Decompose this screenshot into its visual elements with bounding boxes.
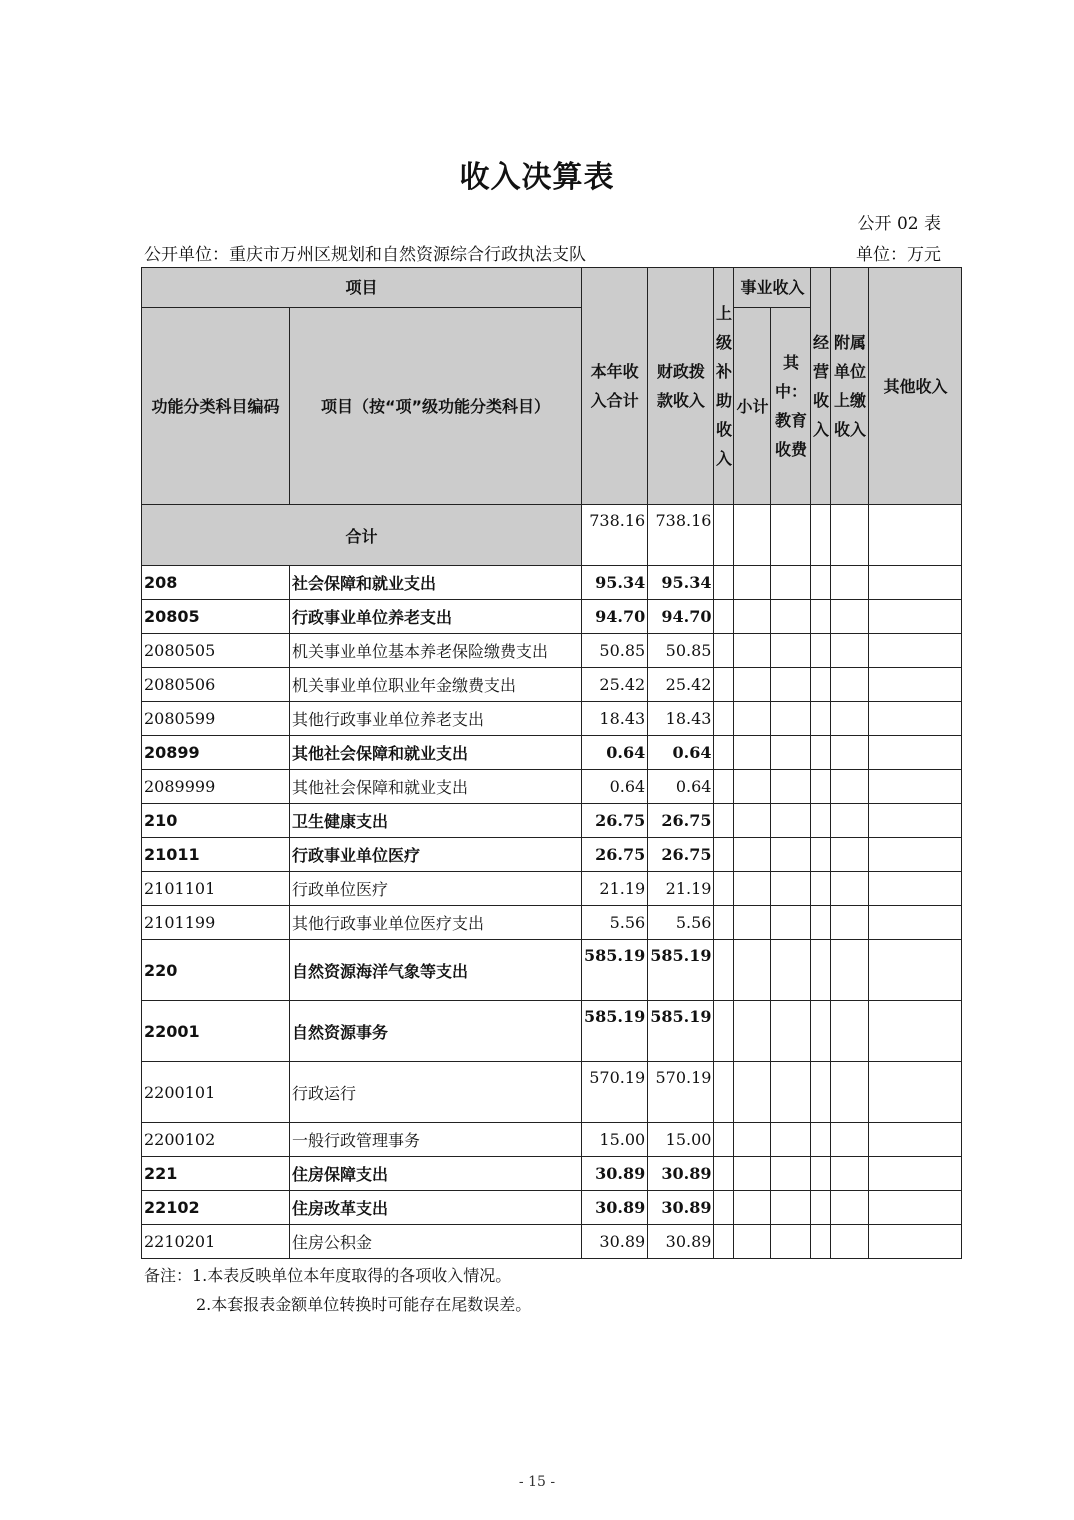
table-row <box>142 1062 962 1123</box>
empty-cell <box>811 736 831 770</box>
empty-cell <box>811 872 831 906</box>
row-fiscal: 50.85 <box>648 634 714 668</box>
empty-cell <box>869 702 962 736</box>
empty-cell <box>869 1062 962 1123</box>
empty-cell <box>734 770 771 804</box>
row-total-income: 30.89 <box>582 1225 648 1259</box>
empty-cell <box>869 1225 962 1259</box>
row-code: 220 <box>142 940 290 1001</box>
table-row <box>142 668 962 702</box>
row-total-income: 0.64 <box>582 770 648 804</box>
row-item-name: 其他行政事业单位医疗支出 <box>290 906 582 940</box>
empty-cell <box>869 872 962 906</box>
empty-cell <box>831 1157 869 1191</box>
row-item-name: 住房保障支出 <box>290 1157 582 1191</box>
table-row <box>142 1225 962 1259</box>
row-item-name: 一般行政管理事务 <box>290 1123 582 1157</box>
total-fiscal-value: 738.16 <box>648 505 714 566</box>
row-total-income: 30.89 <box>582 1157 648 1191</box>
table-row <box>142 600 962 634</box>
empty-cell <box>831 770 869 804</box>
empty-cell <box>734 804 771 838</box>
row-total-income: 30.89 <box>582 1191 648 1225</box>
empty-cell <box>831 566 869 600</box>
empty-cell <box>714 736 734 770</box>
empty-cell <box>811 600 831 634</box>
header-subsidy: 上级补助收入 <box>714 268 734 505</box>
row-fiscal: 0.64 <box>648 770 714 804</box>
empty-cell <box>831 634 869 668</box>
table-row <box>142 1157 962 1191</box>
row-total-income: 21.19 <box>582 872 648 906</box>
empty-cell <box>771 702 811 736</box>
empty-cell <box>771 566 811 600</box>
row-code: 2200102 <box>142 1123 290 1157</box>
row-item-name: 卫生健康支出 <box>290 804 582 838</box>
empty-cell <box>771 1191 811 1225</box>
row-item-name: 自然资源海洋气象等支出 <box>290 940 582 1001</box>
empty-cell <box>869 736 962 770</box>
empty-cell <box>831 1123 869 1157</box>
empty-cell <box>771 940 811 1001</box>
empty-cell <box>714 1001 734 1062</box>
row-code: 210 <box>142 804 290 838</box>
empty-cell <box>831 838 869 872</box>
empty-cell <box>771 634 811 668</box>
empty-cell <box>714 1225 734 1259</box>
empty-cell <box>714 906 734 940</box>
header-fiscal: 财政拨款收入 <box>648 268 714 505</box>
row-total-income: 26.75 <box>582 838 648 872</box>
row-item-name: 行政运行 <box>290 1062 582 1123</box>
empty-cell <box>734 634 771 668</box>
empty-cell <box>831 1225 869 1259</box>
empty-cell <box>869 804 962 838</box>
empty-cell <box>811 1191 831 1225</box>
empty-cell <box>771 1225 811 1259</box>
row-total-income: 25.42 <box>582 668 648 702</box>
empty-cell <box>714 770 734 804</box>
row-total-income: 18.43 <box>582 702 648 736</box>
header-affiliated: 附属单位上缴收入 <box>831 268 869 505</box>
empty-cell <box>811 906 831 940</box>
row-code: 2080599 <box>142 702 290 736</box>
row-item-name: 机关事业单位基本养老保险缴费支出 <box>290 634 582 668</box>
row-fiscal: 26.75 <box>648 838 714 872</box>
empty-cell <box>734 1001 771 1062</box>
empty-cell <box>734 1062 771 1123</box>
row-code: 20899 <box>142 736 290 770</box>
empty-cell <box>869 1123 962 1157</box>
empty-cell <box>811 1062 831 1123</box>
row-item-name: 自然资源事务 <box>290 1001 582 1062</box>
empty-cell <box>734 1157 771 1191</box>
header-operating: 经营收入 <box>811 268 831 505</box>
header-career: 事业收入 <box>734 268 811 308</box>
row-fiscal: 570.19 <box>648 1062 714 1123</box>
empty-cell <box>771 872 811 906</box>
row-fiscal: 585.19 <box>648 940 714 1001</box>
header-code: 功能分类科目编码 <box>142 308 290 505</box>
empty-cell <box>831 872 869 906</box>
empty-cell <box>811 804 831 838</box>
row-item-name: 其他行政事业单位养老支出 <box>290 702 582 736</box>
empty-cell <box>714 668 734 702</box>
row-fiscal: 30.89 <box>648 1225 714 1259</box>
empty-cell <box>811 940 831 1001</box>
empty-cell <box>734 668 771 702</box>
empty-cell <box>734 872 771 906</box>
row-item-name: 住房改革支出 <box>290 1191 582 1225</box>
empty-cell <box>869 838 962 872</box>
empty-cell <box>869 634 962 668</box>
empty-cell <box>811 1225 831 1259</box>
empty-cell <box>734 600 771 634</box>
empty-cell <box>869 770 962 804</box>
empty-cell <box>714 1191 734 1225</box>
table-row <box>142 872 962 906</box>
page-number: - 15 - <box>518 1474 556 1490</box>
empty-cell <box>771 804 811 838</box>
row-fiscal: 26.75 <box>648 804 714 838</box>
empty-cell <box>831 600 869 634</box>
empty-cell <box>869 1001 962 1062</box>
empty-cell <box>714 600 734 634</box>
header-item: 项目（按“项”级功能分类科目） <box>290 308 582 505</box>
empty-cell <box>771 906 811 940</box>
table-row <box>142 634 962 668</box>
empty-cell <box>869 1157 962 1191</box>
row-item-name: 机关事业单位职业年金缴费支出 <box>290 668 582 702</box>
empty-cell <box>831 906 869 940</box>
row-code: 2080506 <box>142 668 290 702</box>
row-fiscal: 30.89 <box>648 1157 714 1191</box>
row-item-name: 行政单位医疗 <box>290 872 582 906</box>
row-item-name: 行政事业单位医疗 <box>290 838 582 872</box>
header-total-income: 本年收入合计 <box>582 268 648 505</box>
empty-cell <box>811 1001 831 1062</box>
row-item-name: 其他社会保障和就业支出 <box>290 770 582 804</box>
table-row <box>142 838 962 872</box>
row-fiscal: 5.56 <box>648 906 714 940</box>
table-row <box>142 566 962 600</box>
empty-cell <box>771 1123 811 1157</box>
form-number: 公开 02 表 <box>857 214 941 234</box>
table-row <box>142 940 962 1001</box>
empty-cell <box>811 668 831 702</box>
row-code: 2210201 <box>142 1225 290 1259</box>
row-fiscal: 95.34 <box>648 566 714 600</box>
row-fiscal: 21.19 <box>648 872 714 906</box>
empty-cell <box>869 940 962 1001</box>
row-total-income: 0.64 <box>582 736 648 770</box>
currency-unit: 单位：万元 <box>856 245 941 265</box>
table-row <box>142 736 962 770</box>
empty-cell <box>831 668 869 702</box>
row-code: 221 <box>142 1157 290 1191</box>
empty-cell <box>869 600 962 634</box>
empty-cell <box>811 566 831 600</box>
row-fiscal: 585.19 <box>648 1001 714 1062</box>
empty-cell <box>734 566 771 600</box>
empty-cell <box>714 702 734 736</box>
row-total-income: 5.56 <box>582 906 648 940</box>
note-2: 2.本套报表金额单位转换时可能存在尾数误差。 <box>196 1295 532 1314</box>
empty-cell <box>771 1001 811 1062</box>
row-code: 2101199 <box>142 906 290 940</box>
row-code: 2080505 <box>142 634 290 668</box>
row-total-income: 585.19 <box>582 1001 648 1062</box>
empty-cell <box>811 1123 831 1157</box>
row-total-income: 50.85 <box>582 634 648 668</box>
table-row <box>142 770 962 804</box>
empty-cell <box>714 634 734 668</box>
row-code: 2200101 <box>142 1062 290 1123</box>
row-fiscal: 18.43 <box>648 702 714 736</box>
empty-cell <box>831 1062 869 1123</box>
row-code: 21011 <box>142 838 290 872</box>
row-fiscal: 94.70 <box>648 600 714 634</box>
row-item-name: 行政事业单位养老支出 <box>290 600 582 634</box>
empty-cell <box>771 600 811 634</box>
empty-cell <box>831 1001 869 1062</box>
empty-cell <box>734 906 771 940</box>
table-row <box>142 906 962 940</box>
table-row <box>142 804 962 838</box>
empty-cell <box>714 1062 734 1123</box>
page-title: 收入决算表 <box>459 160 615 195</box>
header-other: 其他收入 <box>869 268 962 505</box>
empty-cell <box>811 634 831 668</box>
header-subtotal: 小计 <box>734 308 771 505</box>
note-1: 备注：1.本表反映单位本年度取得的各项收入情况。 <box>144 1266 512 1285</box>
empty-cell <box>771 736 811 770</box>
empty-cell <box>734 1191 771 1225</box>
empty-cell <box>734 1225 771 1259</box>
table-body <box>142 566 962 1259</box>
empty-cell <box>714 1123 734 1157</box>
row-code: 22102 <box>142 1191 290 1225</box>
empty-cell <box>714 566 734 600</box>
empty-cell <box>734 838 771 872</box>
empty-cell <box>714 838 734 872</box>
empty-cell <box>714 804 734 838</box>
row-fiscal: 0.64 <box>648 736 714 770</box>
empty-cell <box>734 702 771 736</box>
empty-cell <box>734 1123 771 1157</box>
empty-cell <box>714 940 734 1001</box>
reporting-unit: 公开单位：重庆市万州区规划和自然资源综合行政执法支队 <box>144 245 586 265</box>
empty-cell <box>771 668 811 702</box>
row-total-income: 26.75 <box>582 804 648 838</box>
header-edu: 其中：教育收费 <box>771 308 811 505</box>
row-code: 22001 <box>142 1001 290 1062</box>
total-row <box>142 505 962 566</box>
empty-cell <box>831 736 869 770</box>
empty-cell <box>714 1157 734 1191</box>
total-label: 合计 <box>142 505 582 566</box>
row-total-income: 94.70 <box>582 600 648 634</box>
empty-cell <box>869 906 962 940</box>
empty-cell <box>811 838 831 872</box>
row-fiscal: 30.89 <box>648 1191 714 1225</box>
income-table <box>141 267 962 1259</box>
empty-cell <box>811 702 831 736</box>
empty-cell <box>831 940 869 1001</box>
table-row <box>142 1191 962 1225</box>
empty-cell <box>869 566 962 600</box>
row-code: 2101101 <box>142 872 290 906</box>
empty-cell <box>811 1157 831 1191</box>
empty-cell <box>771 1157 811 1191</box>
row-total-income: 95.34 <box>582 566 648 600</box>
table-row <box>142 1001 962 1062</box>
row-total-income: 15.00 <box>582 1123 648 1157</box>
table-row <box>142 1123 962 1157</box>
row-item-name: 其他社会保障和就业支出 <box>290 736 582 770</box>
empty-cell <box>714 872 734 906</box>
empty-cell <box>869 1191 962 1225</box>
empty-cell <box>734 940 771 1001</box>
row-item-name: 住房公积金 <box>290 1225 582 1259</box>
header-project: 项目 <box>142 268 582 308</box>
row-fiscal: 15.00 <box>648 1123 714 1157</box>
row-code: 2089999 <box>142 770 290 804</box>
empty-cell <box>811 770 831 804</box>
empty-cell <box>869 668 962 702</box>
row-total-income: 585.19 <box>582 940 648 1001</box>
row-total-income: 570.19 <box>582 1062 648 1123</box>
empty-cell <box>771 770 811 804</box>
empty-cell <box>734 736 771 770</box>
total-income-value: 738.16 <box>582 505 648 566</box>
row-item-name: 社会保障和就业支出 <box>290 566 582 600</box>
empty-cell <box>831 1191 869 1225</box>
row-code: 20805 <box>142 600 290 634</box>
empty-cell <box>831 702 869 736</box>
empty-cell <box>771 1062 811 1123</box>
row-fiscal: 25.42 <box>648 668 714 702</box>
notes <box>144 1261 531 1319</box>
row-code: 208 <box>142 566 290 600</box>
empty-cell <box>831 804 869 838</box>
table-row <box>142 702 962 736</box>
empty-cell <box>771 838 811 872</box>
